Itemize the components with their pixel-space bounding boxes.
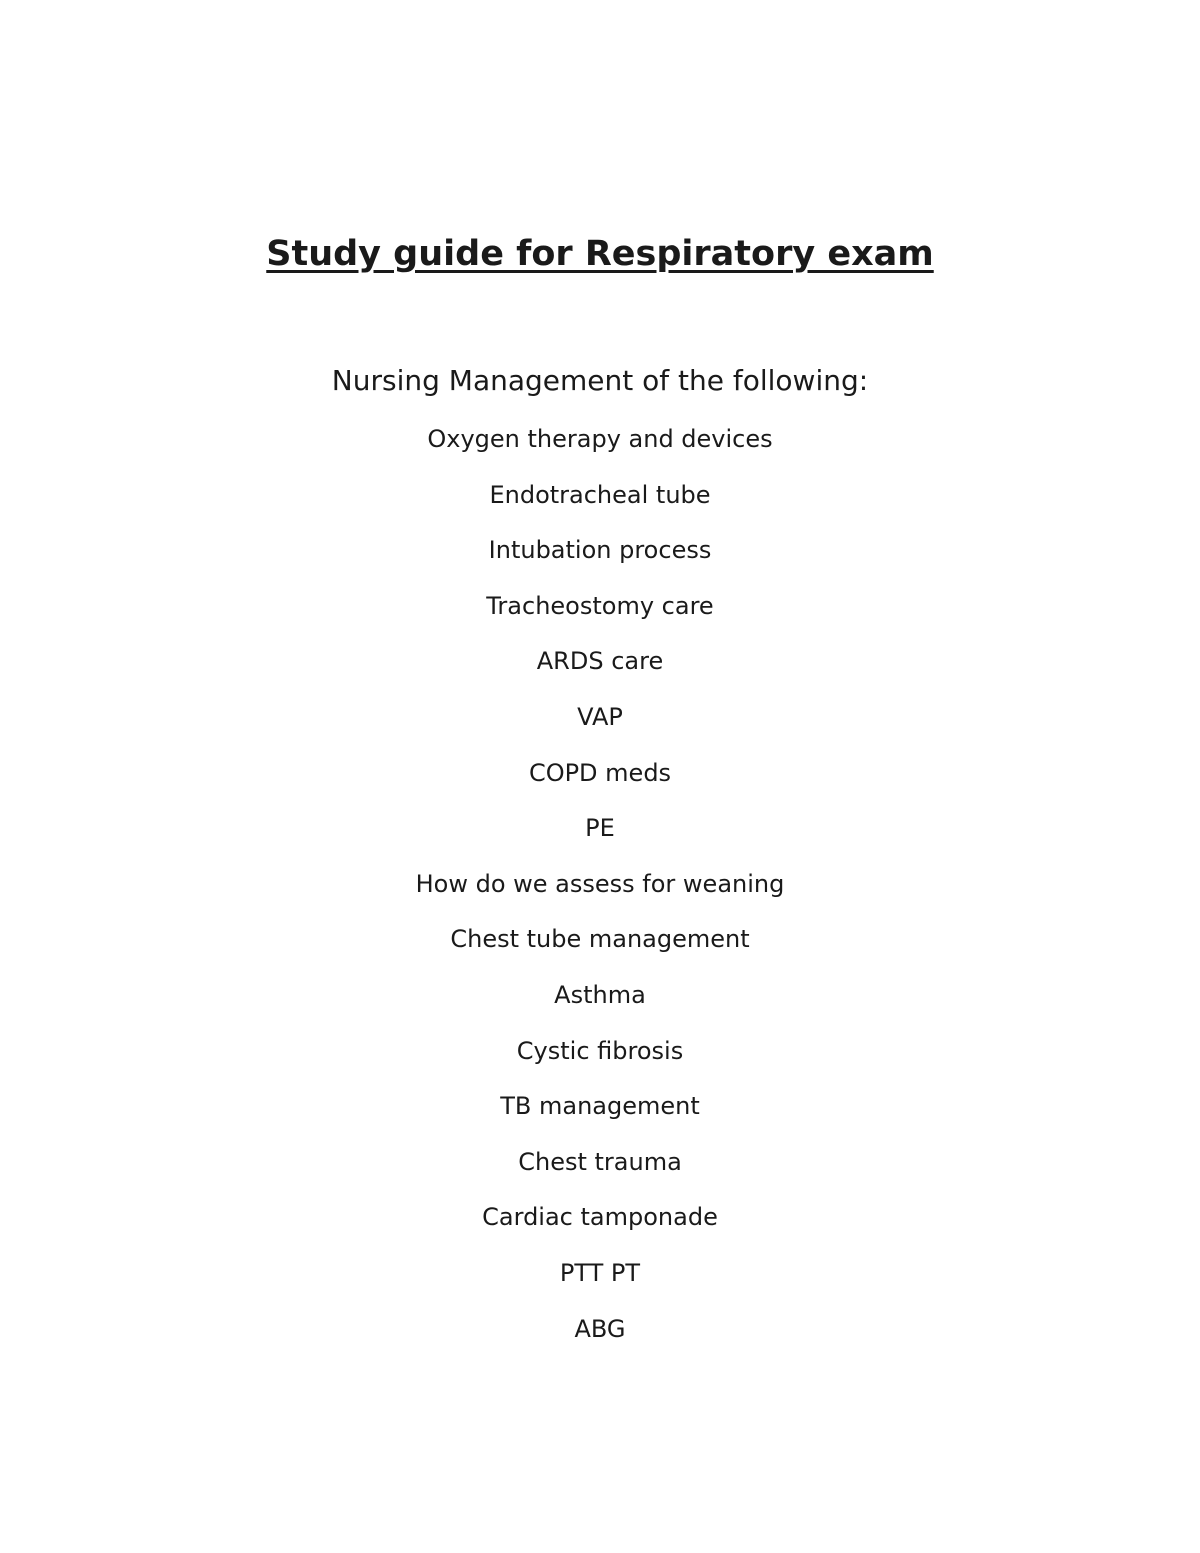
document-title: Study guide for Respiratory exam	[266, 234, 934, 274]
topic-item: How do we assess for weaning	[415, 869, 785, 898]
topic-item: PTT PT	[559, 1258, 641, 1287]
topic-item: Tracheostomy care	[486, 591, 714, 620]
topic-item: Endotracheal tube	[489, 480, 711, 509]
topic-item: Cardiac tamponade	[482, 1203, 718, 1232]
topic-item: Chest tube management	[450, 925, 750, 954]
topic-item: Cystic fibrosis	[516, 1036, 684, 1065]
topic-item: TB management	[500, 1092, 700, 1121]
topic-list	[0, 423, 1200, 1368]
topic-item: Chest trauma	[518, 1147, 682, 1176]
topic-item: Intubation process	[488, 536, 712, 565]
topic-item: Asthma	[554, 980, 646, 1009]
document-subtitle: Nursing Management of the following:	[331, 364, 869, 397]
topic-item: ARDS care	[536, 647, 664, 676]
topic-item: Oxygen therapy and devices	[427, 425, 773, 453]
topic-item: ABG	[574, 1314, 626, 1343]
topic-item: PE	[585, 814, 615, 843]
topic-item: VAP	[577, 702, 623, 731]
topic-item: COPD meds	[528, 758, 672, 787]
